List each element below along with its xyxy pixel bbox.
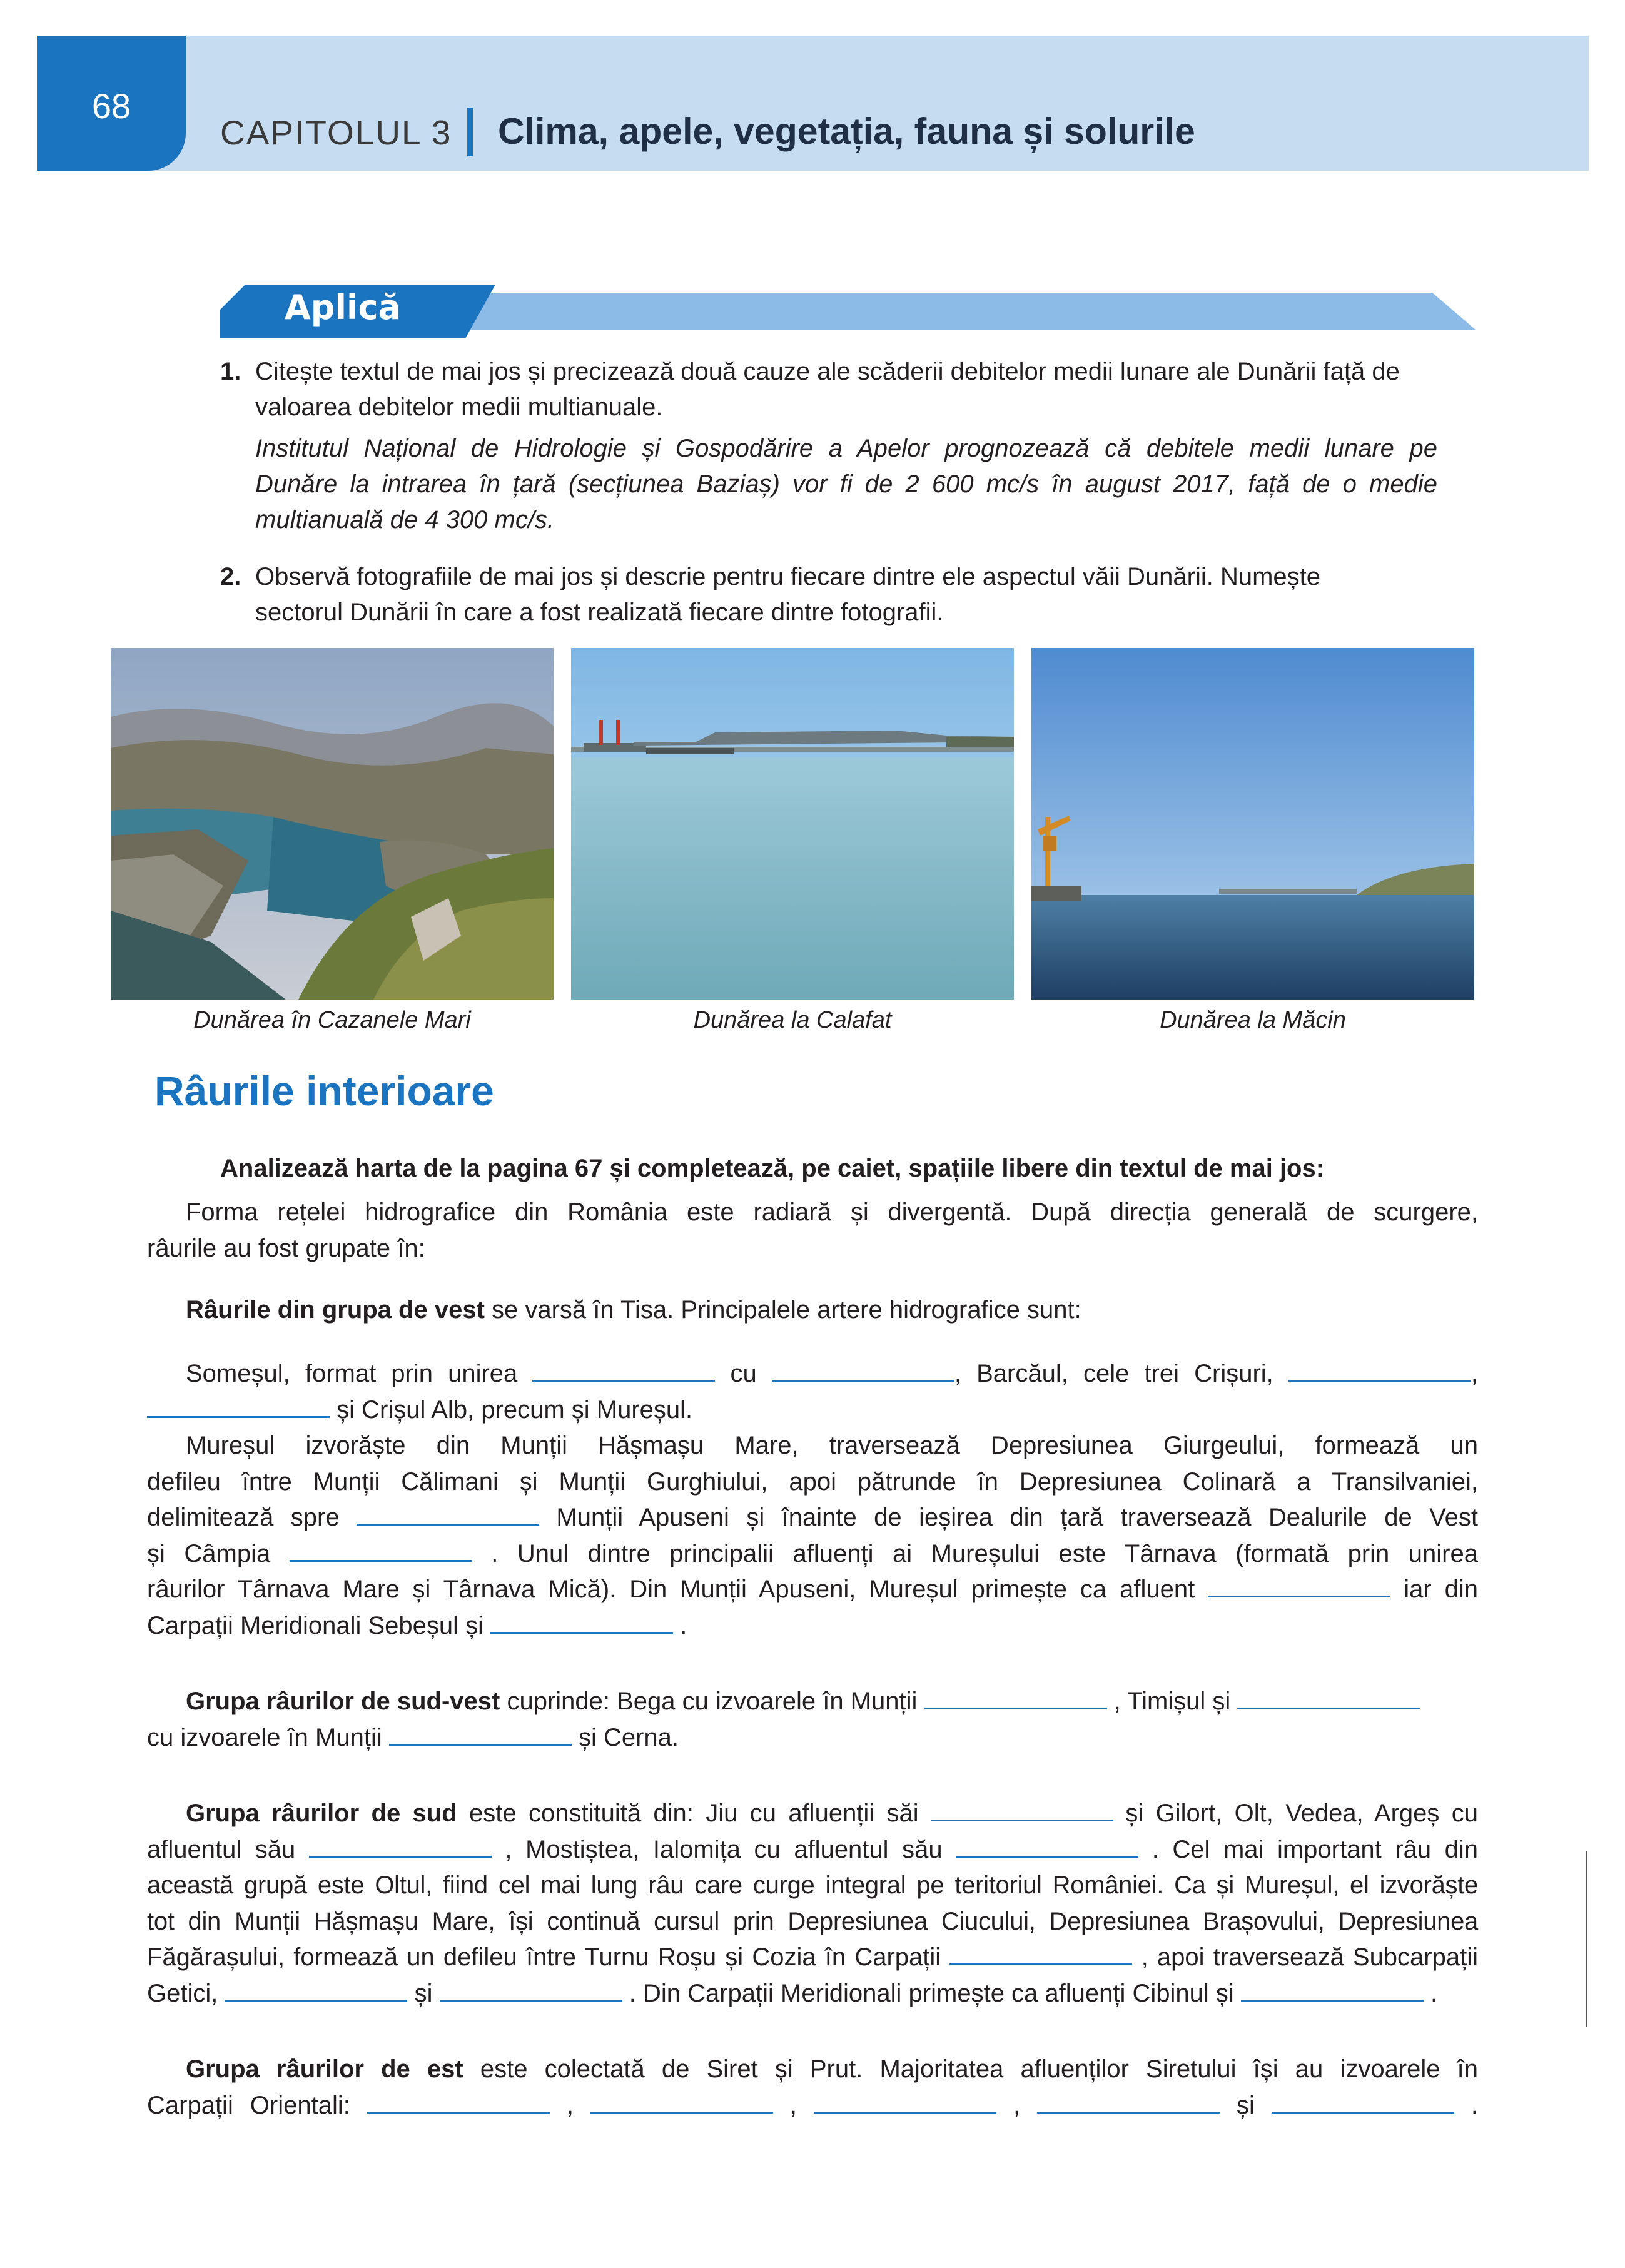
text: , Timișul și [1106,1688,1238,1715]
photo-macin [1031,648,1474,1000]
q2-line: sectorul Dunării în care a fost realizată fiecare dintre fotografii. [255,599,944,626]
blank-field [590,2093,773,2114]
intro-paragraph [147,1195,1478,1267]
s-line: tot din Munții Hășmașu Mare, își continuă cursul prin Depresiunea Ciucului, Depresiunea Brașovului, Depresiunea [147,1907,1478,1935]
sw-bold: Grupa râurilor de sud-vest [186,1688,500,1715]
p2-line: Mureșul izvorăște din Munții Hășmașu Mare, traversează Depresiunea Giurgeului, formează un [186,1432,1478,1459]
s-line: această grupă este Oltul, fiind cel mai lung râu care curge integral pe teritoriul României. Ca și Mureșul, el izvorăște [147,1871,1478,1899]
e-line [147,2052,1478,2088]
blank-field [490,1613,673,1634]
text: Carpații Orientali: [147,2091,367,2119]
east-paragraph [147,2052,1478,2124]
header-divider [467,108,473,156]
text: și Crișul Alb, precum și Mureșul. [330,1395,693,1424]
blank-field [309,1837,492,1858]
s-line [147,1796,1478,1832]
question-2-text [255,559,1478,630]
text: Someșul, format prin unirea [186,1360,533,1387]
text: și [407,1979,440,2007]
apply-label: Aplică [285,288,401,327]
text: , Barcăul, cele trei Crișuri, [954,1360,1288,1387]
blank-field [949,1945,1132,1965]
text: Făgărașului, formează un defileu între Turnu Roșu și Cozia în Carpații [147,1943,950,1971]
blank-field [440,1981,622,2002]
text: cu [715,1360,772,1387]
s-bold: Grupa râurilor de sud [186,1800,457,1827]
quote-line: Institutul Național de Hidrologie și Gospodărire a Apelor prognozează că debitele medii lunare pe [255,435,1437,462]
quote-line: Dunăre la intrarea în țară (secțiunea Baziaș) vor fi de 2 600 mc/s în august 2017, față de o medie [255,470,1437,498]
blank-field [1272,2093,1454,2114]
blank-field [389,1725,572,1746]
blank-field [1241,1981,1424,2002]
text: , [772,2091,797,2119]
text: cu izvoarele în Munții [147,1723,389,1751]
blank-field [225,1981,407,2002]
text: . [1423,1979,1438,2007]
text: și Câmpia [147,1539,290,1567]
p2-line [147,1608,1478,1644]
question-2-number: 2. [220,563,241,590]
p2-line [147,1572,1478,1608]
p1-line [147,1392,1478,1429]
blank-field [931,1801,1113,1821]
p2-line [147,1536,1478,1572]
question-1-number: 1. [220,358,241,385]
text: , apoi traversează Subcarpații [1132,1943,1479,1971]
chapter-label: CAPITOLUL 3 [220,113,452,152]
blank-field [357,1505,539,1526]
south-paragraph [147,1796,1478,2012]
southwest-paragraph [147,1684,1478,1756]
p1-line [147,1356,1478,1392]
p2-line: defileu între Munții Călimani și Munții Gurghiului, apoi pătrunde în Depresiunea Colinară a Transilvaniei, [147,1467,1478,1496]
s-line [147,1976,1478,2012]
west-group-heading [147,1292,1478,1329]
text: . [1454,2091,1479,2119]
sw-line [147,1720,1478,1756]
p2-line [147,1500,1478,1536]
page-number: 68 [37,36,186,171]
blank-field [1037,2093,1220,2114]
blank-field [1237,1689,1420,1709]
text: , Mostiștea, Ialomița cu afluentul său [491,1835,956,1863]
text: iar din [1390,1576,1478,1603]
question-1-quote [255,431,1437,538]
quote-line: multianuală de 4 300 mc/s. [255,506,555,534]
text: , [996,2091,1021,2119]
section-title: Râurile interioare [154,1068,494,1114]
blank-field [1288,1361,1471,1382]
blank-field [367,2093,550,2114]
s-line [147,1940,1478,1976]
west-bold: Râurile din grupa de vest [186,1296,485,1324]
blank-field [772,1361,954,1382]
margin-rule [1586,1851,1587,2027]
text: și [1220,2091,1272,2119]
text: . Din Carpații Meridionali primește ca afluenți Cibinul și [622,1979,1241,2007]
text: , [549,2091,574,2119]
text: . Unul dintre principalii afluenți ai Mureșului este Târnava (formată prin unirea [472,1539,1478,1567]
e-line [147,2088,1478,2124]
q1-line: Citește textul de mai jos și precizează două cauze ale scăderii debitelor medii lunare ale Dunării față de [255,358,1400,385]
text: Getici, [147,1979,225,2007]
west-paragraph [147,1356,1478,1644]
west-rest: se varsă în Tisa. Principalele artere hidrografice sunt: [484,1296,1081,1324]
blank-field [956,1837,1138,1858]
e-bold: Grupa râurilor de est [186,2055,463,2083]
text: Carpații Meridionali Sebeșul și [147,1611,491,1639]
text: , [1471,1360,1478,1387]
blank-field [532,1361,715,1382]
text: este constituită din: Jiu cu afluenții săi [457,1800,931,1827]
apply-banner-line [438,293,1476,330]
blank-field [1208,1577,1390,1597]
text: . [673,1611,687,1639]
text: râurilor Târnava Mare și Târnava Mică). Din Munții Apuseni, Mureșul primește ca afluent [147,1576,1208,1603]
s-line [147,1832,1478,1868]
q2-line: Observă fotografiile de mai jos și descrie pentru fiecare dintre ele aspectul văii Dunării. Numește [255,563,1321,590]
text: . Cel mai important râu din [1138,1835,1479,1863]
photo-calafat [571,648,1014,1000]
text: și Cerna. [571,1723,679,1751]
photo-cazanele-mari [111,648,554,1000]
text: cuprinde: Bega cu izvoarele în Munții [500,1688,924,1715]
blank-field [814,2093,996,2114]
photo-caption: Dunărea în Cazanele Mari [193,1007,471,1033]
blank-field [924,1689,1107,1709]
blank-field [290,1541,472,1562]
question-1-text [255,354,1478,425]
text: delimitează spre [147,1504,357,1531]
text: este colectată de Siret și Prut. Majoritatea afluenților Siretului își au izvoarele în [463,2055,1478,2083]
blank-field [147,1397,330,1418]
intro-line: Forma rețelei hidrografice din România este radiară și divergentă. După direcția generală de scurgere, [186,1198,1478,1226]
photo-caption: Dunărea la Măcin [1160,1007,1346,1033]
sw-line [147,1684,1478,1720]
q1-line: valoarea debitelor medii multianuale. [255,393,663,421]
chapter-title: Clima, apele, vegetația, fauna și solurile [498,111,1195,152]
text: și Gilort, Olt, Vedea, Argeș cu [1113,1800,1479,1827]
intro-line: râurile au fost grupate în: [147,1234,425,1262]
instruction: Analizează harta de la pagina 67 și completează, pe caiet, spațiile libere din textul de mai jos: [220,1155,1325,1182]
text: Munții Apuseni și înainte de ieșirea din țară traversează Dealurile de Vest [539,1504,1478,1531]
text: afluentul său [147,1835,309,1863]
photo-caption: Dunărea la Calafat [693,1007,892,1033]
